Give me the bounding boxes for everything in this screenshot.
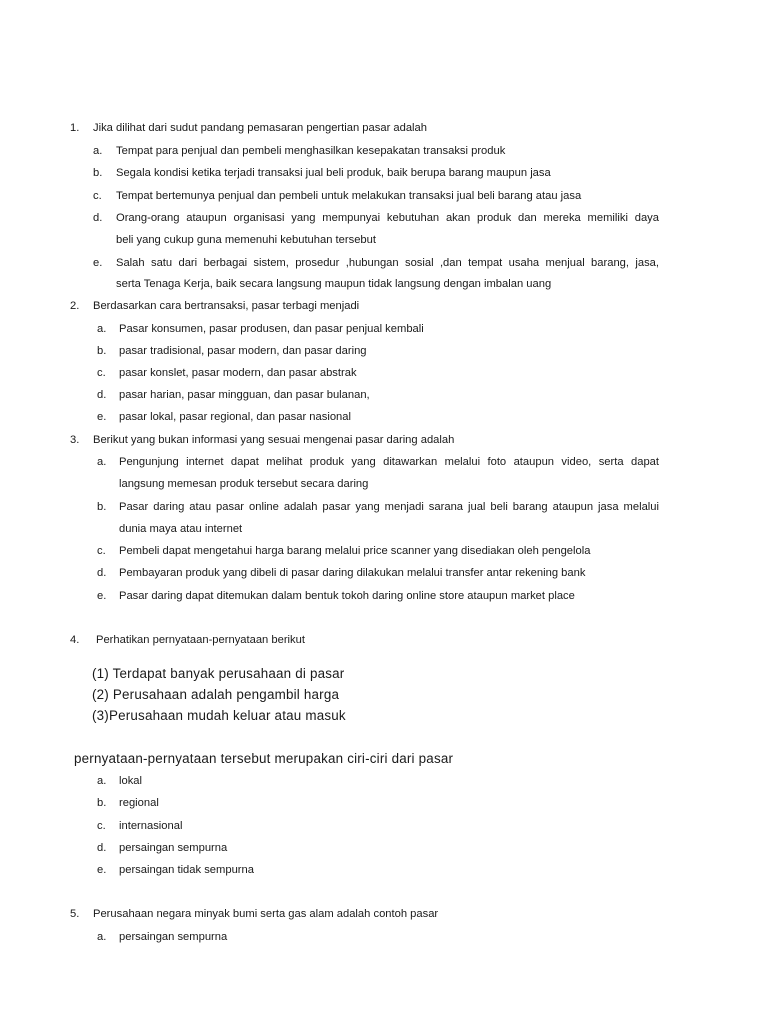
statement: (1) Terdapat banyak perusahaan di pasar (92, 666, 345, 681)
option-letter: e. (97, 864, 107, 876)
question-number: 5. (70, 908, 80, 920)
option-text: Pasar konsumen, pasar produsen, dan pasar penjual kembali (119, 323, 424, 335)
option-letter: e. (93, 257, 103, 269)
option-text: pasar harian, pasar mingguan, dan pasar bulanan, (119, 389, 370, 401)
option-letter: e. (97, 411, 107, 423)
option-text: pasar tradisional, pasar modern, dan pasar daring (119, 345, 367, 357)
option-letter: d. (97, 567, 107, 579)
option-letter: b. (97, 345, 107, 357)
option-letter: a. (97, 775, 107, 787)
option-letter: a. (97, 323, 107, 335)
option-letter: c. (97, 820, 106, 832)
option-letter: c. (97, 545, 106, 557)
question-text: Perusahaan negara minyak bumi serta gas alam adalah contoh pasar (93, 908, 439, 920)
option-letter: d. (97, 389, 107, 401)
option-text: serta Tenaga Kerja, baik secara langsung maupun tidak langsung dengan imbalan uang (116, 278, 552, 290)
option-text: persaingan sempurna (119, 842, 228, 854)
question-text: Berikut yang bukan informasi yang sesuai mengenai pasar daring adalah (93, 434, 455, 446)
statement: (2) Perusahaan adalah pengambil harga (92, 687, 340, 702)
question-number: 3. (70, 434, 80, 446)
option-letter: c. (93, 190, 102, 202)
option-text: dunia maya atau internet (119, 523, 243, 535)
option-text: Pembeli dapat mengetahui harga barang melalui price scanner yang disediakan oleh pengelola (119, 545, 591, 557)
option-letter: b. (93, 167, 103, 179)
question-text: Jika dilihat dari sudut pandang pemasaran pengertian pasar adalah (93, 122, 427, 134)
option-text: langsung memesan produk tersebut secara daring (119, 478, 369, 490)
option-text: Pasar daring atau pasar online adalah pasar yang menjadi sarana jual beli barang ataupun jasa melalui (119, 501, 659, 513)
statement: (3)Perusahaan mudah keluar atau masuk (92, 708, 346, 723)
option-text: regional (119, 797, 159, 809)
question-prompt: pernyataan-pernyataan tersebut merupakan ciri-ciri dari pasar (74, 751, 454, 766)
option-letter: b. (97, 797, 107, 809)
option-letter: a. (93, 145, 103, 157)
question-text: Berdasarkan cara bertransaksi, pasar terbagi menjadi (93, 300, 360, 312)
option-text: beli yang cukup guna memenuhi kebutuhan tersebut (116, 234, 376, 246)
option-text: pasar konslet, pasar modern, dan pasar abstrak (119, 367, 357, 379)
option-text: internasional (119, 820, 183, 832)
option-text: Salah satu dari berbagai sistem, prosedur ,hubungan sosial ,dan tempat usaha menjual barang, jasa, (116, 257, 659, 269)
option-letter: a. (97, 931, 107, 943)
option-text: Pasar daring dapat ditemukan dalam bentuk tokoh daring online store ataupun market place (119, 590, 575, 602)
option-letter: d. (97, 842, 107, 854)
question-number: 2. (70, 300, 80, 312)
option-text: Orang-orang ataupun organisasi yang mempunyai kebutuhan akan produk dan mereka memiliki daya (116, 212, 659, 224)
option-letter: b. (97, 501, 107, 513)
option-letter: e. (97, 590, 107, 602)
option-text: lokal (119, 775, 143, 787)
option-text: persaingan sempurna (119, 931, 228, 943)
option-text: persaingan tidak sempurna (119, 864, 254, 876)
option-text: Pengunjung internet dapat melihat produk yang ditawarkan melalui foto ataupun video, serta dapat (119, 456, 659, 468)
option-letter: a. (97, 456, 107, 468)
option-text: Segala kondisi ketika terjadi transaksi jual beli produk, baik berupa barang maupun jasa (116, 167, 551, 179)
question-text: Perhatikan pernyataan-pernyataan berikut (96, 634, 305, 646)
question-number: 1. (70, 122, 80, 134)
option-letter: c. (97, 367, 106, 379)
option-text: pasar lokal, pasar regional, dan pasar nasional (119, 411, 351, 423)
question-number: 4. (70, 634, 80, 646)
option-text: Tempat bertemunya penjual dan pembeli untuk melakukan transaksi jual beli barang atau jasa (116, 190, 582, 202)
option-text: Tempat para penjual dan pembeli menghasilkan kesepakatan transaksi produk (116, 145, 506, 157)
option-letter: d. (93, 212, 103, 224)
option-text: Pembayaran produk yang dibeli di pasar daring dilakukan melalui transfer antar rekening bank (119, 567, 586, 579)
